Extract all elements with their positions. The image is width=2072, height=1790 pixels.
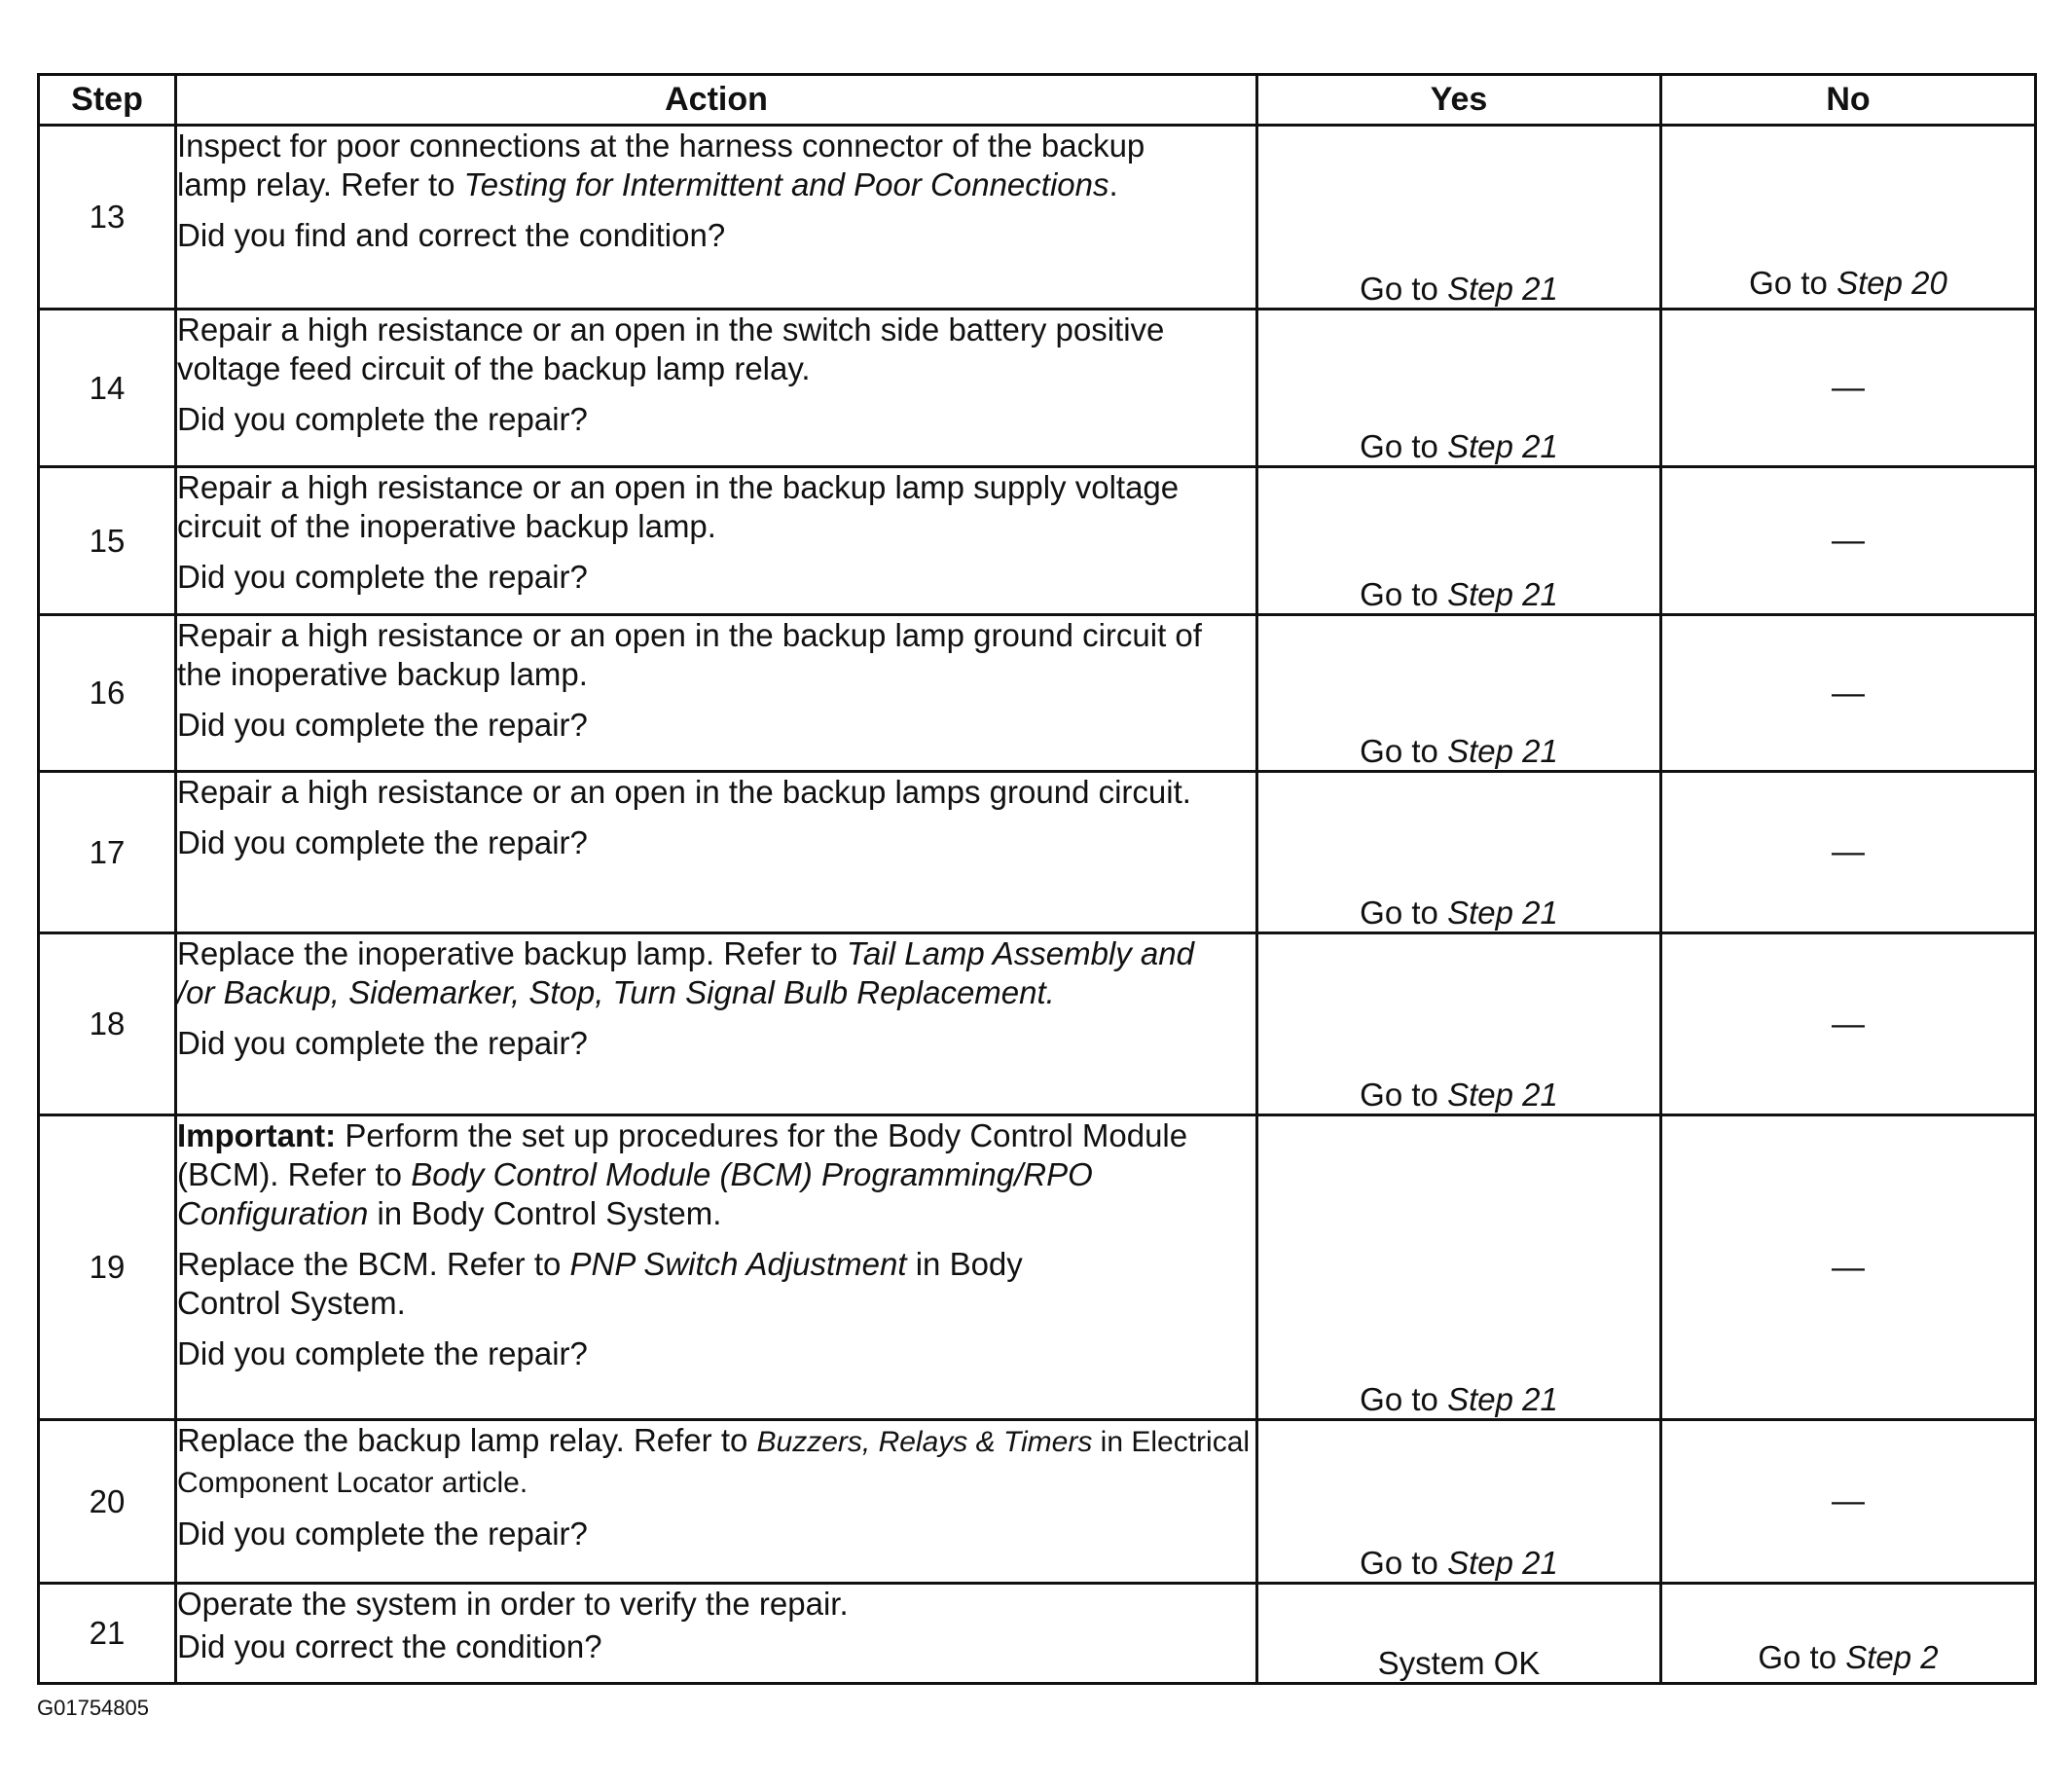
step-reference: Step 21 bbox=[1447, 1545, 1558, 1581]
step-reference: Step 21 bbox=[1447, 1077, 1558, 1113]
yes-cell: Go to Step 21 bbox=[1257, 310, 1661, 467]
no-cell bbox=[1661, 1115, 2036, 1420]
action-text: Replace the inoperative backup lamp. Refer to Tail Lamp Assembly and /or Backup, Sidemarker, Stop, Turn Signal Bulb Replacement. bbox=[177, 935, 1194, 1010]
action-cell bbox=[176, 772, 1257, 933]
step-number: 18 bbox=[39, 933, 176, 1115]
reference-link: Buzzers, Relays & Timers bbox=[756, 1426, 1093, 1458]
question-text: Did you complete the repair? bbox=[177, 1516, 588, 1552]
dash-mark: — bbox=[1832, 1005, 1865, 1042]
action-cell bbox=[176, 1420, 1257, 1584]
action-text: Replace the BCM. Refer to PNP Switch Adjustment in Body Control System. bbox=[177, 1246, 1023, 1321]
action-text: Repair a high resistance or an open in the backup lamp ground circuit of the inoperative backup lamp. bbox=[177, 617, 1202, 692]
yes-cell: Go to Step 21 bbox=[1257, 615, 1661, 772]
header-yes: Yes bbox=[1257, 75, 1661, 126]
question-text: Did you correct the condition? bbox=[177, 1628, 602, 1664]
dash-mark: — bbox=[1832, 833, 1865, 870]
action-cell bbox=[176, 1115, 1257, 1420]
action-cell bbox=[176, 615, 1257, 772]
action-cell bbox=[176, 467, 1257, 615]
action-text: Replace the backup lamp relay. Refer to Buzzers, Relays & Timers in Electrical Component Locator article. bbox=[177, 1422, 1251, 1499]
action-text: Inspect for poor connections at the harness connector of the backup lamp relay. Refer to Testing for Intermittent and Poor Connections. bbox=[177, 128, 1145, 202]
reference-link: Body Control Module (BCM) Programming/RPO Configuration bbox=[177, 1156, 1093, 1231]
yes-cell: Go to Step 21 bbox=[1257, 1420, 1661, 1584]
table-row bbox=[39, 772, 2036, 933]
dash-mark: — bbox=[1832, 674, 1865, 712]
table-row bbox=[39, 1584, 2036, 1684]
step-number: 15 bbox=[39, 467, 176, 615]
step-number: 19 bbox=[39, 1115, 176, 1420]
reference-link: PNP Switch Adjustment bbox=[569, 1246, 907, 1282]
table-row bbox=[39, 933, 2036, 1115]
table-row bbox=[39, 1420, 2036, 1584]
no-cell: Go to Step 20 bbox=[1661, 126, 2036, 310]
no-cell bbox=[1661, 772, 2036, 933]
header-no: No bbox=[1661, 75, 2036, 126]
table-row bbox=[39, 1115, 2036, 1420]
step-reference: Step 21 bbox=[1447, 576, 1558, 612]
important-label: Important: bbox=[177, 1117, 337, 1153]
step-reference: Step 21 bbox=[1447, 733, 1558, 769]
yes-cell: Go to Step 21 bbox=[1257, 772, 1661, 933]
reference-link: Tail Lamp Assembly and /or Backup, Sidemarker, Stop, Turn Signal Bulb Replacement. bbox=[177, 935, 1194, 1010]
yes-cell: Go to Step 21 bbox=[1257, 126, 1661, 310]
table-row bbox=[39, 615, 2036, 772]
table-row bbox=[39, 467, 2036, 615]
step-reference: Step 21 bbox=[1447, 428, 1558, 464]
action-text: Repair a high resistance or an open in the switch side battery positive voltage feed circuit of the backup lamp relay. bbox=[177, 311, 1165, 386]
diagnostic-table bbox=[37, 73, 2037, 1685]
action-cell bbox=[176, 933, 1257, 1115]
no-cell bbox=[1661, 467, 2036, 615]
step-reference: Step 20 bbox=[1836, 265, 1947, 301]
dash-mark: — bbox=[1832, 1248, 1865, 1286]
action-cell bbox=[176, 126, 1257, 310]
question-text: Did you complete the repair? bbox=[177, 401, 588, 437]
action-cell bbox=[176, 1584, 1257, 1684]
yes-cell: System OK bbox=[1257, 1584, 1661, 1684]
action-text: Operate the system in order to verify the repair. bbox=[177, 1586, 849, 1622]
step-reference: Step 21 bbox=[1447, 271, 1558, 307]
no-cell: Go to Step 2 bbox=[1661, 1584, 2036, 1684]
dash-mark: — bbox=[1832, 1482, 1865, 1519]
dash-mark: — bbox=[1832, 522, 1865, 559]
no-cell bbox=[1661, 615, 2036, 772]
action-text: Important: Perform the set up procedures for the Body Control Module (BCM). Refer to Body Control Module (BCM) Programming/RPO Configuration in Body Control System. bbox=[177, 1117, 1188, 1231]
question-text: Did you complete the repair? bbox=[177, 1025, 588, 1061]
figure-id: G01754805 bbox=[37, 1696, 149, 1720]
step-number: 21 bbox=[39, 1584, 176, 1684]
step-reference: Step 21 bbox=[1447, 895, 1558, 931]
step-reference: Step 2 bbox=[1845, 1639, 1939, 1675]
action-text: Repair a high resistance or an open in the backup lamp supply voltage circuit of the inoperative backup lamp. bbox=[177, 469, 1180, 544]
header-row bbox=[39, 75, 2036, 126]
action-text: Repair a high resistance or an open in the backup lamps ground circuit. bbox=[177, 774, 1191, 810]
header-step: Step bbox=[39, 75, 176, 126]
step-reference: Step 21 bbox=[1447, 1381, 1558, 1417]
reference-link: Testing for Intermittent and Poor Connections bbox=[463, 166, 1109, 202]
question-text: Did you find and correct the condition? bbox=[177, 217, 726, 253]
step-number: 20 bbox=[39, 1420, 176, 1584]
step-number: 16 bbox=[39, 615, 176, 772]
no-cell bbox=[1661, 310, 2036, 467]
header-action: Action bbox=[176, 75, 1257, 126]
question-text: Did you complete the repair? bbox=[177, 824, 588, 860]
no-cell bbox=[1661, 1420, 2036, 1584]
table-row bbox=[39, 310, 2036, 467]
question-text: Did you complete the repair? bbox=[177, 1335, 588, 1371]
yes-cell: Go to Step 21 bbox=[1257, 467, 1661, 615]
question-text: Did you complete the repair? bbox=[177, 559, 588, 595]
yes-cell: Go to Step 21 bbox=[1257, 1115, 1661, 1420]
action-cell bbox=[176, 310, 1257, 467]
no-cell bbox=[1661, 933, 2036, 1115]
question-text: Did you complete the repair? bbox=[177, 707, 588, 743]
table-row bbox=[39, 126, 2036, 310]
step-number: 13 bbox=[39, 126, 176, 310]
step-number: 14 bbox=[39, 310, 176, 467]
dash-mark: — bbox=[1832, 369, 1865, 406]
step-number: 17 bbox=[39, 772, 176, 933]
yes-cell: Go to Step 21 bbox=[1257, 933, 1661, 1115]
